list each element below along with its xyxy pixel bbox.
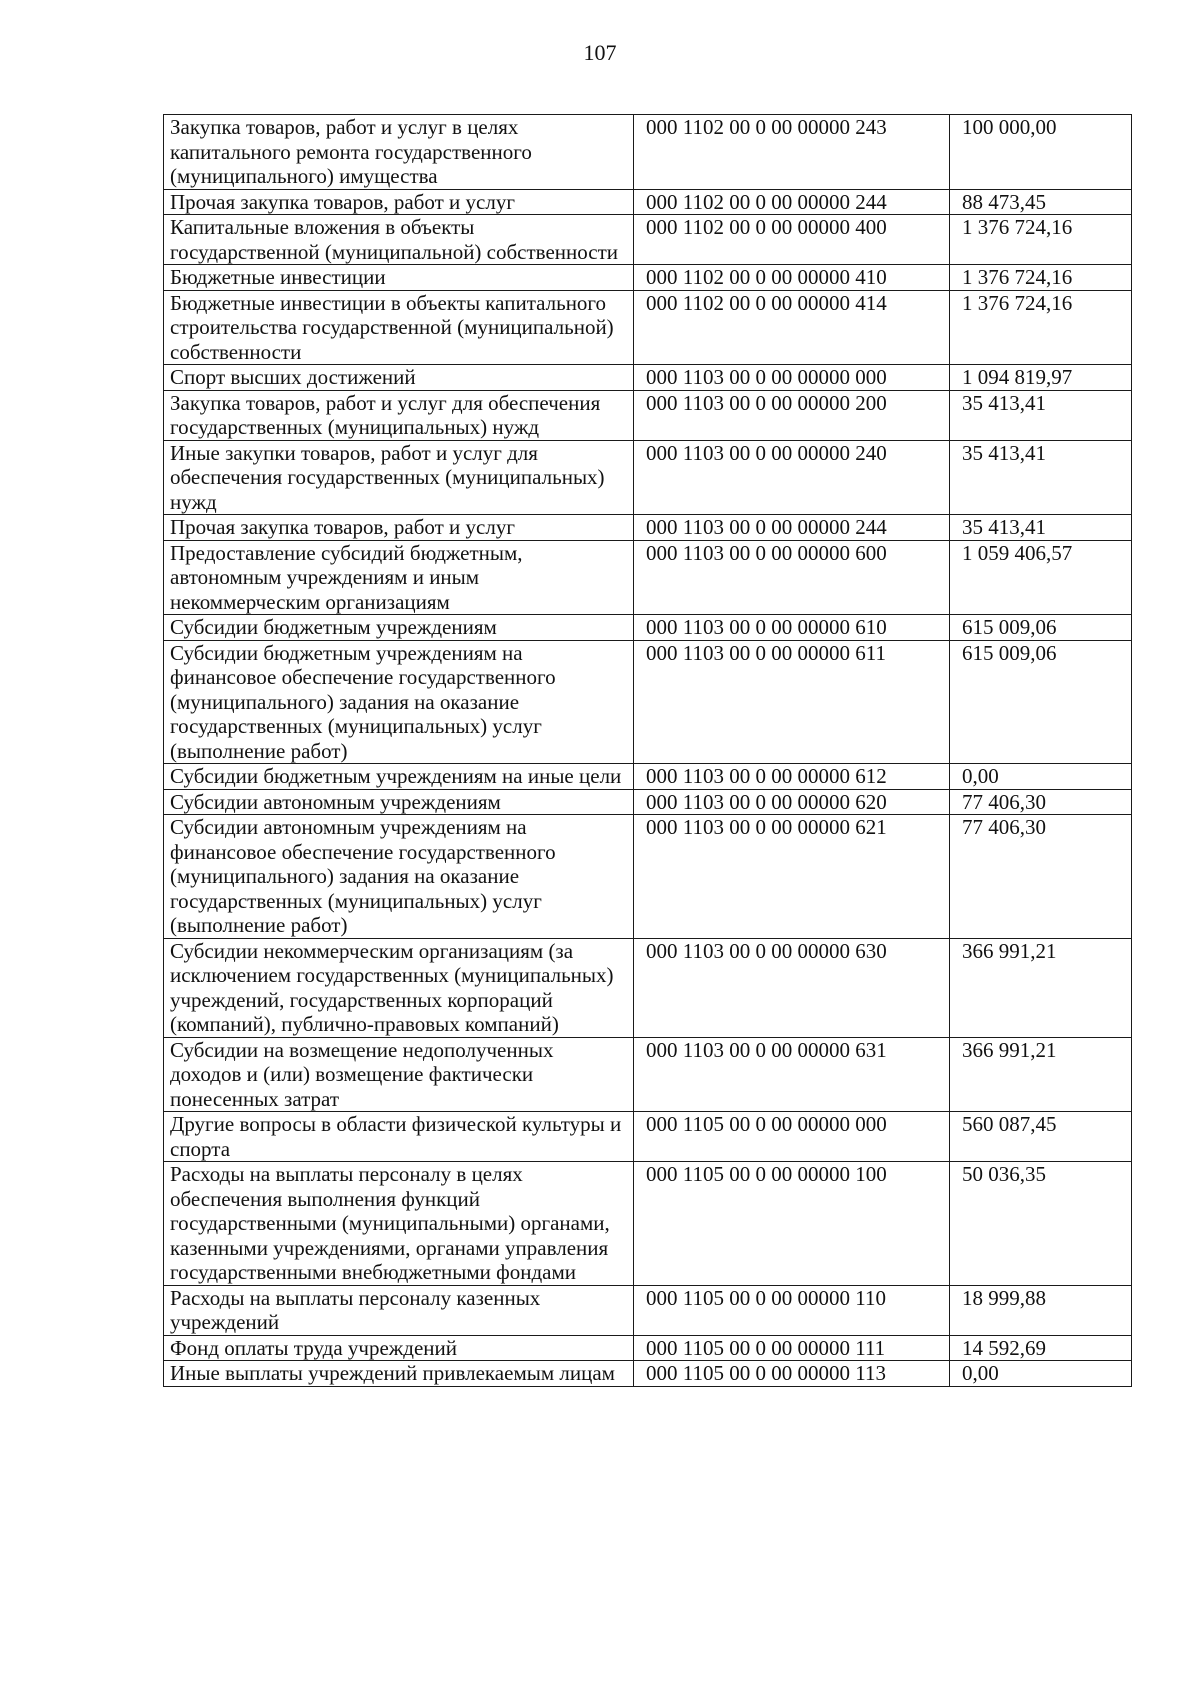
amount-cell: 1 376 724,16 bbox=[950, 265, 1132, 291]
expenditure-name-cell: Закупка товаров, работ и услуг для обеспечения государственных (муниципальных) нужд bbox=[164, 390, 634, 440]
budget-code-cell: 000 1103 00 0 00 00000 610 bbox=[634, 615, 950, 641]
budget-code-cell: 000 1103 00 0 00 00000 621 bbox=[634, 815, 950, 939]
table-row bbox=[164, 764, 1132, 790]
budget-code-cell: 000 1102 00 0 00 00000 410 bbox=[634, 265, 950, 291]
expenditure-name-cell: Бюджетные инвестиции в объекты капитального строительства государственной (муниципальной) собственности bbox=[164, 290, 634, 365]
table-row bbox=[164, 290, 1132, 365]
amount-cell: 35 413,41 bbox=[950, 390, 1132, 440]
table-row bbox=[164, 189, 1132, 215]
budget-code-cell: 000 1103 00 0 00 00000 612 bbox=[634, 764, 950, 790]
budget-code-cell: 000 1105 00 0 00 00000 100 bbox=[634, 1162, 950, 1286]
budget-code-cell: 000 1105 00 0 00 00000 111 bbox=[634, 1335, 950, 1361]
budget-code-cell: 000 1103 00 0 00 00000 620 bbox=[634, 789, 950, 815]
budget-code-cell: 000 1102 00 0 00 00000 414 bbox=[634, 290, 950, 365]
budget-code-cell: 000 1103 00 0 00 00000 630 bbox=[634, 938, 950, 1037]
amount-cell: 615 009,06 bbox=[950, 615, 1132, 641]
table-row bbox=[164, 640, 1132, 764]
amount-cell: 35 413,41 bbox=[950, 440, 1132, 515]
page-number: 107 bbox=[583, 40, 617, 65]
table-row bbox=[164, 365, 1132, 391]
table-row bbox=[164, 1162, 1132, 1286]
expenditure-name-cell: Закупка товаров, работ и услуг в целях капитального ремонта государственного (муниципального) имущества bbox=[164, 115, 634, 190]
amount-cell: 50 036,35 bbox=[950, 1162, 1132, 1286]
amount-cell: 18 999,88 bbox=[950, 1285, 1132, 1335]
table-row bbox=[164, 515, 1132, 541]
expenditure-name-cell: Прочая закупка товаров, работ и услуг bbox=[164, 515, 634, 541]
expenditure-name-cell: Иные выплаты учреждений привлекаемым лицам bbox=[164, 1361, 634, 1387]
expenditure-name-cell: Субсидии автономным учреждениям bbox=[164, 789, 634, 815]
amount-cell: 0,00 bbox=[950, 764, 1132, 790]
table-row bbox=[164, 1112, 1132, 1162]
table-row bbox=[164, 540, 1132, 615]
expenditure-name-cell: Другие вопросы в области физической культуры и спорта bbox=[164, 1112, 634, 1162]
expenditure-name-cell: Фонд оплаты труда учреждений bbox=[164, 1335, 634, 1361]
expenditure-name-cell: Прочая закупка товаров, работ и услуг bbox=[164, 189, 634, 215]
budget-code-cell: 000 1103 00 0 00 00000 200 bbox=[634, 390, 950, 440]
table-row bbox=[164, 1335, 1132, 1361]
budget-code-cell: 000 1103 00 0 00 00000 240 bbox=[634, 440, 950, 515]
expenditure-name-cell: Иные закупки товаров, работ и услуг для обеспечения государственных (муниципальных) нужд bbox=[164, 440, 634, 515]
table-row bbox=[164, 1037, 1132, 1112]
amount-cell: 100 000,00 bbox=[950, 115, 1132, 190]
amount-cell: 366 991,21 bbox=[950, 938, 1132, 1037]
expenditure-name-cell: Субсидии автономным учреждениям на финансовое обеспечение государственного (муниципального) задания на оказание государственных (муниципальных) услуг (выполнение работ) bbox=[164, 815, 634, 939]
table-row bbox=[164, 615, 1132, 641]
table-row bbox=[164, 440, 1132, 515]
budget-code-cell: 000 1105 00 0 00 00000 000 bbox=[634, 1112, 950, 1162]
amount-cell: 1 376 724,16 bbox=[950, 290, 1132, 365]
budget-code-cell: 000 1103 00 0 00 00000 000 bbox=[634, 365, 950, 391]
expenditure-name-cell: Субсидии на возмещение недополученных доходов и (или) возмещение фактически понесенных затрат bbox=[164, 1037, 634, 1112]
amount-cell: 1 094 819,97 bbox=[950, 365, 1132, 391]
expenditure-name-cell: Капитальные вложения в объекты государственной (муниципальной) собственности bbox=[164, 215, 634, 265]
expenditure-name-cell: Расходы на выплаты персоналу в целях обеспечения выполнения функций государственными (муниципальными) органами, казенными учреждениями, органами управления государственными внебюджетными фондами bbox=[164, 1162, 634, 1286]
table-row bbox=[164, 265, 1132, 291]
budget-code-cell: 000 1102 00 0 00 00000 400 bbox=[634, 215, 950, 265]
amount-cell: 77 406,30 bbox=[950, 789, 1132, 815]
expenditure-name-cell: Субсидии некоммерческим организациям (за исключением государственных (муниципальных) учреждений, государственных корпораций (компаний), публично-правовых компаний) bbox=[164, 938, 634, 1037]
table-row bbox=[164, 390, 1132, 440]
expenditure-name-cell: Бюджетные инвестиции bbox=[164, 265, 634, 291]
amount-cell: 88 473,45 bbox=[950, 189, 1132, 215]
table-row bbox=[164, 1361, 1132, 1387]
amount-cell: 1 376 724,16 bbox=[950, 215, 1132, 265]
expenditure-name-cell: Расходы на выплаты персоналу казенных учреждений bbox=[164, 1285, 634, 1335]
budget-code-cell: 000 1103 00 0 00 00000 611 bbox=[634, 640, 950, 764]
budget-code-cell: 000 1103 00 0 00 00000 600 bbox=[634, 540, 950, 615]
budget-code-cell: 000 1105 00 0 00 00000 110 bbox=[634, 1285, 950, 1335]
amount-cell: 560 087,45 bbox=[950, 1112, 1132, 1162]
budget-expenditure-table bbox=[163, 114, 1132, 1387]
budget-code-cell: 000 1102 00 0 00 00000 243 bbox=[634, 115, 950, 190]
table-row bbox=[164, 938, 1132, 1037]
amount-cell: 615 009,06 bbox=[950, 640, 1132, 764]
table-row bbox=[164, 1285, 1132, 1335]
amount-cell: 366 991,21 bbox=[950, 1037, 1132, 1112]
table-row bbox=[164, 215, 1132, 265]
amount-cell: 1 059 406,57 bbox=[950, 540, 1132, 615]
budget-code-cell: 000 1102 00 0 00 00000 244 bbox=[634, 189, 950, 215]
budget-code-cell: 000 1103 00 0 00 00000 631 bbox=[634, 1037, 950, 1112]
amount-cell: 0,00 bbox=[950, 1361, 1132, 1387]
amount-cell: 35 413,41 bbox=[950, 515, 1132, 541]
expenditure-name-cell: Субсидии бюджетным учреждениям на финансовое обеспечение государственного (муниципального) задания на оказание государственных (муниципальных) услуг (выполнение работ) bbox=[164, 640, 634, 764]
expenditure-name-cell: Спорт высших достижений bbox=[164, 365, 634, 391]
amount-cell: 14 592,69 bbox=[950, 1335, 1132, 1361]
expenditure-name-cell: Субсидии бюджетным учреждениям bbox=[164, 615, 634, 641]
expenditure-name-cell: Предоставление субсидий бюджетным, автономным учреждениям и иным некоммерческим организациям bbox=[164, 540, 634, 615]
table-body bbox=[164, 115, 1132, 1387]
expenditure-name-cell: Субсидии бюджетным учреждениям на иные цели bbox=[164, 764, 634, 790]
table-row bbox=[164, 815, 1132, 939]
table-row bbox=[164, 789, 1132, 815]
budget-code-cell: 000 1103 00 0 00 00000 244 bbox=[634, 515, 950, 541]
budget-code-cell: 000 1105 00 0 00 00000 113 bbox=[634, 1361, 950, 1387]
amount-cell: 77 406,30 bbox=[950, 815, 1132, 939]
table-row bbox=[164, 115, 1132, 190]
